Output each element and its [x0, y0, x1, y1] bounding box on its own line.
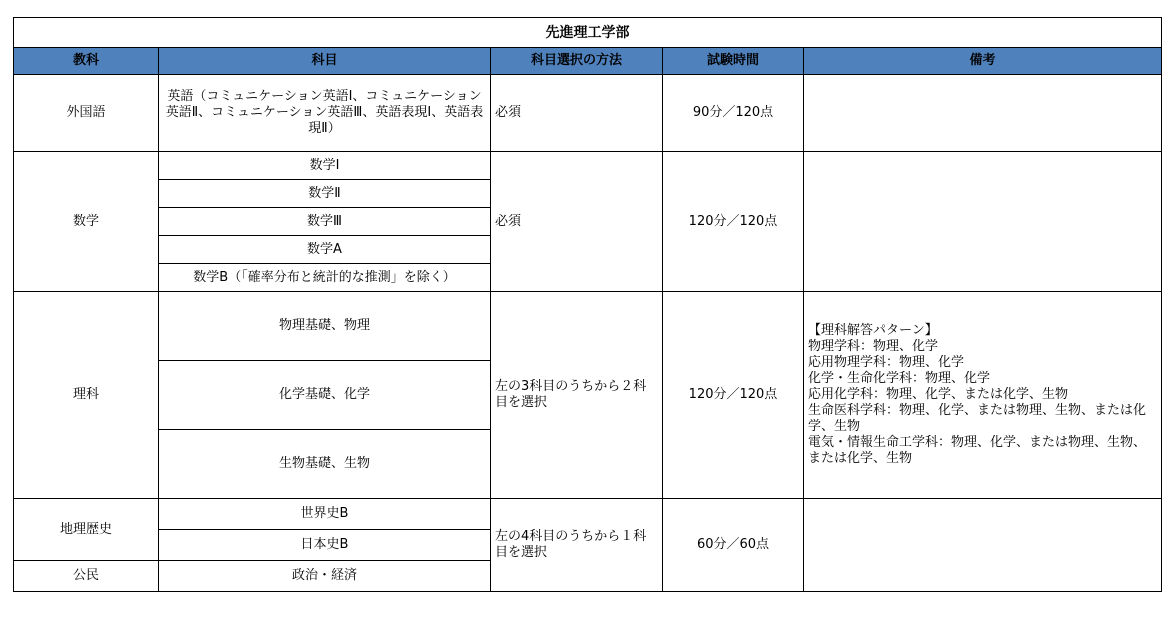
area-math: 数学 [14, 152, 159, 292]
time-social: 60分／60点 [663, 499, 804, 592]
subject-physics: 物理基礎、物理 [159, 292, 491, 361]
method-foreign: 必須 [491, 75, 663, 152]
area-geography-history: 地理歴史 [14, 499, 159, 561]
subject-english: 英語（コミュニケーション英語Ⅰ、コミュニケーション英語Ⅱ、コミュニケーション英語Ⅲ、英語表現Ⅰ、英語表現Ⅱ） [159, 75, 491, 152]
time-foreign: 90分／120点 [663, 75, 804, 152]
table-title: 先進理工学部 [14, 18, 1162, 48]
remarks-foreign [804, 75, 1162, 152]
subject-chemistry: 化学基礎、化学 [159, 361, 491, 430]
header-subject: 科目 [159, 48, 491, 75]
subject-math-3: 数学Ⅲ [159, 208, 491, 236]
exam-subjects-table [13, 17, 1162, 592]
subject-math-b: 数学B（「確率分布と統計的な推測」を除く） [159, 264, 491, 292]
remarks-social [804, 499, 1162, 592]
subject-world-history: 世界史B [159, 499, 491, 530]
area-foreign-language: 外国語 [14, 75, 159, 152]
remarks-science-patterns: 【理科解答パターン】 物理学科：物理、化学 応用物理学科：物理、化学 化学・生命化学科：物理、化学 応用化学科：物理、化学、または化学、生物 生命医科学科：物理、化学、または物理、生物、または化学、生物 電気・情報生命工学科：物理、化学、または物理、生物、または化学、生物 [804, 292, 1162, 499]
subject-math-a: 数学A [159, 236, 491, 264]
time-math: 120分／120点 [663, 152, 804, 292]
subject-biology: 生物基礎、生物 [159, 430, 491, 499]
area-civics: 公民 [14, 561, 159, 592]
subject-math-1: 数学Ⅰ [159, 152, 491, 180]
subject-math-2: 数学Ⅱ [159, 180, 491, 208]
time-science: 120分／120点 [663, 292, 804, 499]
header-time: 試験時間 [663, 48, 804, 75]
area-science: 理科 [14, 292, 159, 499]
method-math: 必須 [491, 152, 663, 292]
remarks-math [804, 152, 1162, 292]
subject-politics-economics: 政治・経済 [159, 561, 491, 592]
subject-japanese-history: 日本史B [159, 530, 491, 561]
method-science: 左の3科目のうちから２科目を選択 [491, 292, 663, 499]
header-method: 科目選択の方法 [491, 48, 663, 75]
header-remarks: 備考 [804, 48, 1162, 75]
header-subject-area: 教科 [14, 48, 159, 75]
method-social: 左の4科目のうちから１科目を選択 [491, 499, 663, 592]
